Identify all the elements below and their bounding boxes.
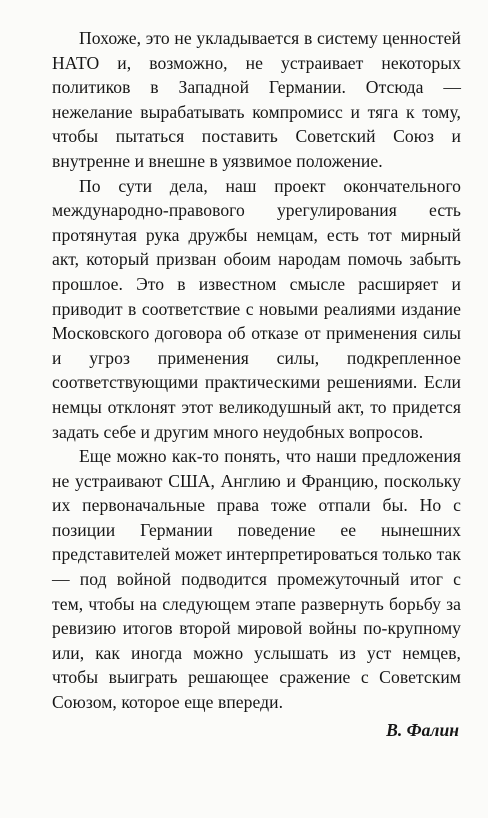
paragraph-2: По сути дела, наш проект окончательного международно-правового урегулирования есть протянутая рука дружбы немцам, есть тот мирный акт, который призван обоим народам помочь забыть прошлое. Это в известном смысле расширяет и приводит в соответствие с новыми реалиями издание Московского договора об отказе от применения силы и угроз применения силы, подкрепленное соответствующими практическими решениями. Если немцы отклонят этот великодушный акт, то придется задать себе и другим много неудобных вопросов. bbox=[52, 175, 461, 442]
paragraph-1: Похоже, это не укладывается в систему ценностей НАТО и, возможно, не устраивает некоторых политиков в Западной Германии. Отсюда — нежелание вырабатывать компромисс и тяга к тому, чтобы пытаться поставить Советский Союз и внутренне и внешне в уязвимое положение. bbox=[52, 28, 461, 171]
paragraph-3: Еще можно как-то понять, что наши предложения не устраивают США, Англию и Францию, поскольку их первоначальные права тоже отпали бы. Но с позиции Германии поведение ее нынешних представителей может интерпретироваться только так — под войной подводится промежуточный итог с тем, чтобы на следующем этапе развернуть борьбу за ревизию итогов второй мировой войны по-крупному или, как иногда можно услышать из уст немцев, чтобы выиграть решающее сражение с Советским Союзом, которое еще впереди. bbox=[52, 446, 461, 713]
author-signature: В. Фалин bbox=[386, 719, 459, 740]
document-page bbox=[52, 26, 461, 742]
